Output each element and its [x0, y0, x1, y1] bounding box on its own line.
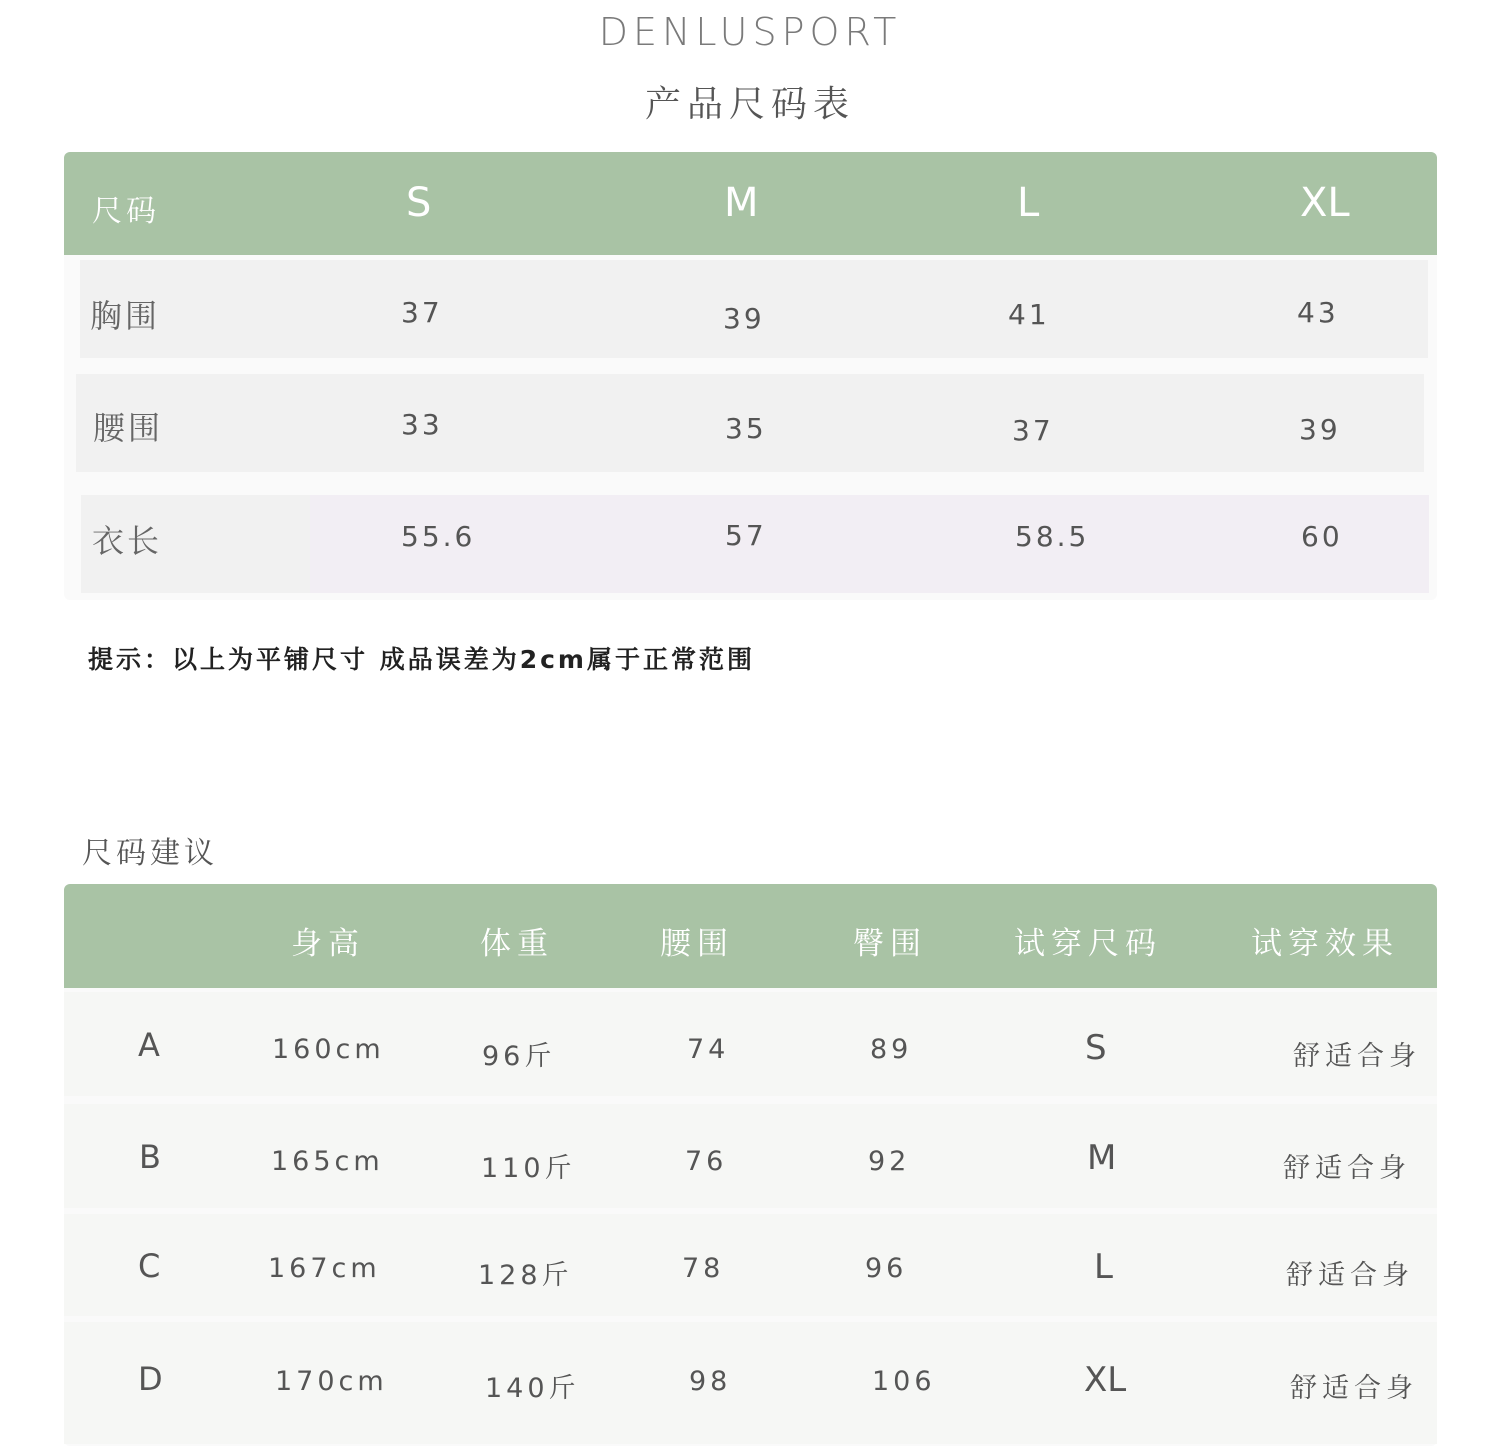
header-trial-size: 试穿尺码 [1014, 926, 1162, 962]
cell-weight: 128斤 [478, 1260, 573, 1291]
header-height: 身高 [291, 926, 365, 962]
size-table [64, 152, 1437, 600]
row-label-waist: 腰围 [93, 409, 164, 447]
cell-height: 170cm [275, 1366, 388, 1397]
header-waist: 腰围 [660, 926, 734, 962]
cell-weight: 96斤 [482, 1041, 556, 1072]
cell-value: 55.6 [401, 520, 476, 553]
cell-value: 33 [401, 408, 443, 441]
cell-trial-size: M [1087, 1138, 1117, 1178]
cell-value: 41 [1008, 298, 1050, 331]
cell-hip: 96 [865, 1253, 908, 1284]
cell-trial-size: S [1085, 1028, 1107, 1068]
brand-logo: DENLUSPORT [598, 10, 902, 54]
cell-trial-size: XL [1084, 1360, 1127, 1400]
cell-value: 35 [725, 412, 767, 445]
cell-trial-effect: 舒适合身 [1290, 1373, 1418, 1404]
cell-value: 57 [725, 519, 767, 552]
header-hip: 臀围 [853, 926, 927, 962]
row-label: B [139, 1138, 161, 1176]
table-row [80, 260, 1428, 358]
cell-trial-effect: 舒适合身 [1286, 1260, 1414, 1291]
table-row [64, 992, 1437, 1096]
cell-trial-effect: 舒适合身 [1293, 1041, 1421, 1072]
header-size-l: L [1017, 180, 1040, 226]
cell-value: 58.5 [1015, 520, 1090, 553]
cell-waist: 78 [682, 1253, 725, 1284]
cell-trial-effect: 舒适合身 [1283, 1153, 1411, 1184]
measurement-hint: 提示：以上为平铺尺寸 成品误差为2cm属于正常范围 [88, 645, 755, 674]
recommend-table-header [64, 884, 1437, 988]
cell-hip: 89 [870, 1034, 913, 1065]
cell-value: 43 [1297, 296, 1339, 329]
cell-weight: 140斤 [485, 1373, 580, 1404]
header-size-label: 尺码 [92, 194, 160, 229]
cell-waist: 74 [687, 1034, 730, 1065]
cell-value: 37 [401, 296, 443, 329]
recommend-table [64, 884, 1437, 1446]
row-label-chest: 胸围 [90, 297, 161, 335]
size-table-header [64, 152, 1437, 255]
row-label: A [138, 1026, 160, 1064]
section-title-recommend: 尺码建议 [82, 836, 218, 871]
header-size-m: M [724, 180, 759, 226]
cell-hip: 106 [872, 1366, 936, 1397]
header-trial-effect: 试穿效果 [1251, 926, 1399, 962]
cell-value: 39 [1299, 413, 1341, 446]
table-row [76, 374, 1424, 472]
cell-value: 39 [723, 302, 765, 335]
row-label-length: 衣长 [92, 522, 163, 560]
table-row [64, 1322, 1437, 1444]
row-label: D [138, 1360, 163, 1398]
cell-weight: 110斤 [481, 1153, 576, 1184]
table-row [64, 1214, 1437, 1316]
cell-value: 60 [1301, 520, 1343, 553]
cell-height: 160cm [272, 1034, 385, 1065]
cell-waist: 76 [685, 1146, 728, 1177]
cell-trial-size: L [1094, 1247, 1113, 1287]
cell-height: 165cm [271, 1146, 384, 1177]
table-row [64, 1104, 1437, 1208]
header-size-s: S [406, 180, 432, 226]
header-weight: 体重 [480, 926, 554, 962]
header-size-xl: XL [1300, 180, 1350, 226]
table-row [81, 495, 1429, 593]
cell-height: 167cm [268, 1253, 381, 1284]
row-label: C [138, 1247, 161, 1285]
cell-value: 37 [1012, 414, 1054, 447]
page-title: 产品尺码表 [644, 84, 855, 125]
cell-waist: 98 [689, 1366, 732, 1397]
cell-hip: 92 [868, 1146, 911, 1177]
